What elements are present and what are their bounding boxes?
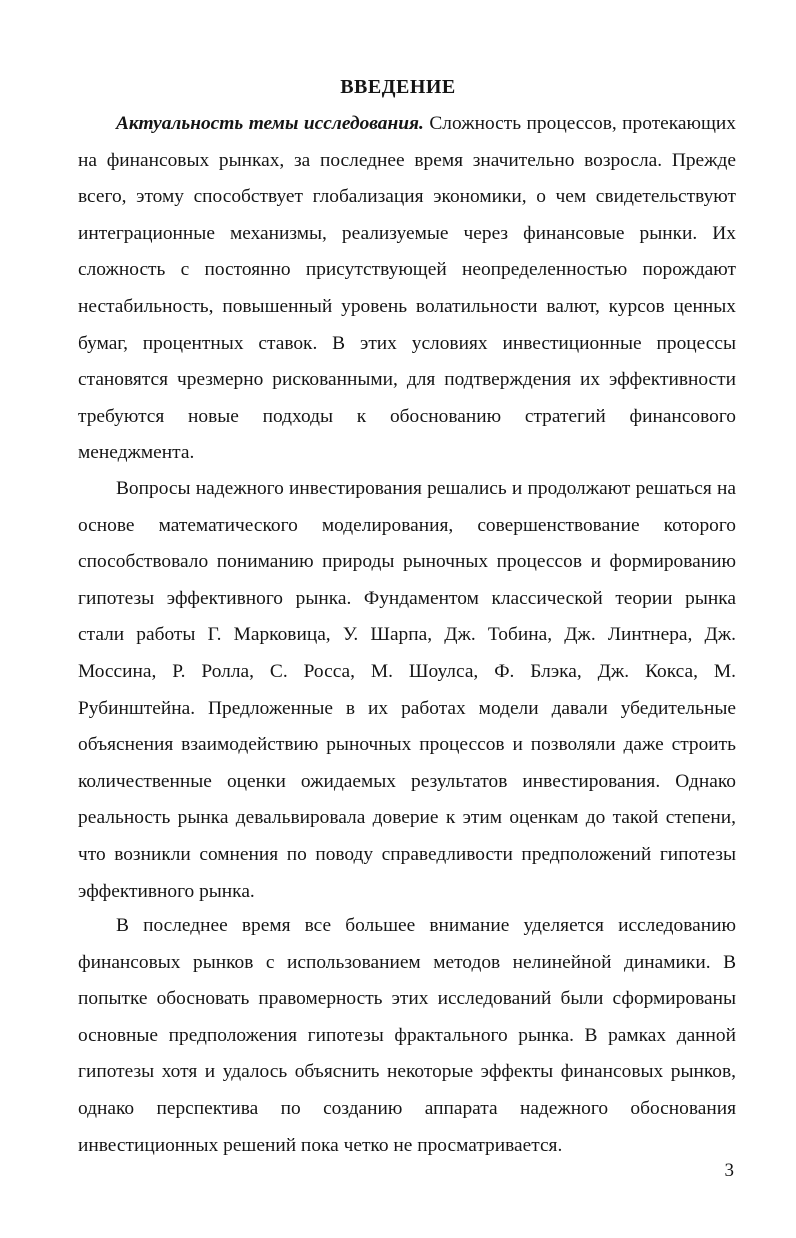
paragraph-text: В последнее время все большее внимание уделяется исследованию финансовых рынков с использованием методов нелинейной динамики. В попытке обосновать правомерность этих исследований были сформированы основные предположения гипотезы фрактального рынка. В рамках данной гипотезы хотя и удалось объяснить некоторые эффекты финансовых рынков, однако перспектива по созданию аппарата надежного обоснования инвестиционных решений пока четко не просматривается.	[78, 915, 736, 1156]
paragraph-text: Сложность процессов, протекающих на финансовых рынках, за последнее время значительно возросла. Прежде всего, этому способствует глобализация экономики, о чем свидетельствуют интеграционные механизмы, реализуемые через финансовые рынки. Их сложность с постоянно присутствующей неопределенностью порождают нестабильность, повышенный уровень волатильности валют, курсов ценных бумаг, процентных ставок. В этих условиях инвестиционные процессы становятся чрезмерно рискованными, для подтверждения их эффективности требуются новые подходы к обоснованию стратегий финансового менеджмента.	[78, 113, 736, 464]
paragraph-relevance	[78, 106, 736, 472]
page-title: ВВЕДЕНИЕ	[340, 76, 456, 98]
paragraph-investment	[78, 471, 736, 910]
page-number: 3	[724, 1160, 734, 1181]
paragraph-fractal	[78, 908, 736, 1164]
paragraph-lead: Актуальность темы исследования.	[116, 113, 424, 134]
paragraph-text: Вопросы надежного инвестирования решались и продолжают решаться на основе математического моделирования, совершенствование которого способствовало пониманию природы рыночных процессов и формированию гипотезы эффективного рынка. Фундаментом классической теории рынка стали работы Г. Марковица, У. Шарпа, Дж. Тобина, Дж. Линтнера, Дж. Моссина, Р. Ролла, С. Росса, М. Шоулса, Ф. Блэка, Дж. Кокса, М. Рубинштейна. Предложенные в их работах модели давали убедительные объяснения взаимодействию рыночных процессов и позволяли даже строить количественные оценки ожидаемых результатов инвестирования. Однако реальность рынка девальвировала доверие к этим оценкам до такой степени, что возникли сомнения по поводу справедливости предположений гипотезы эффективного рынка.	[78, 478, 736, 902]
